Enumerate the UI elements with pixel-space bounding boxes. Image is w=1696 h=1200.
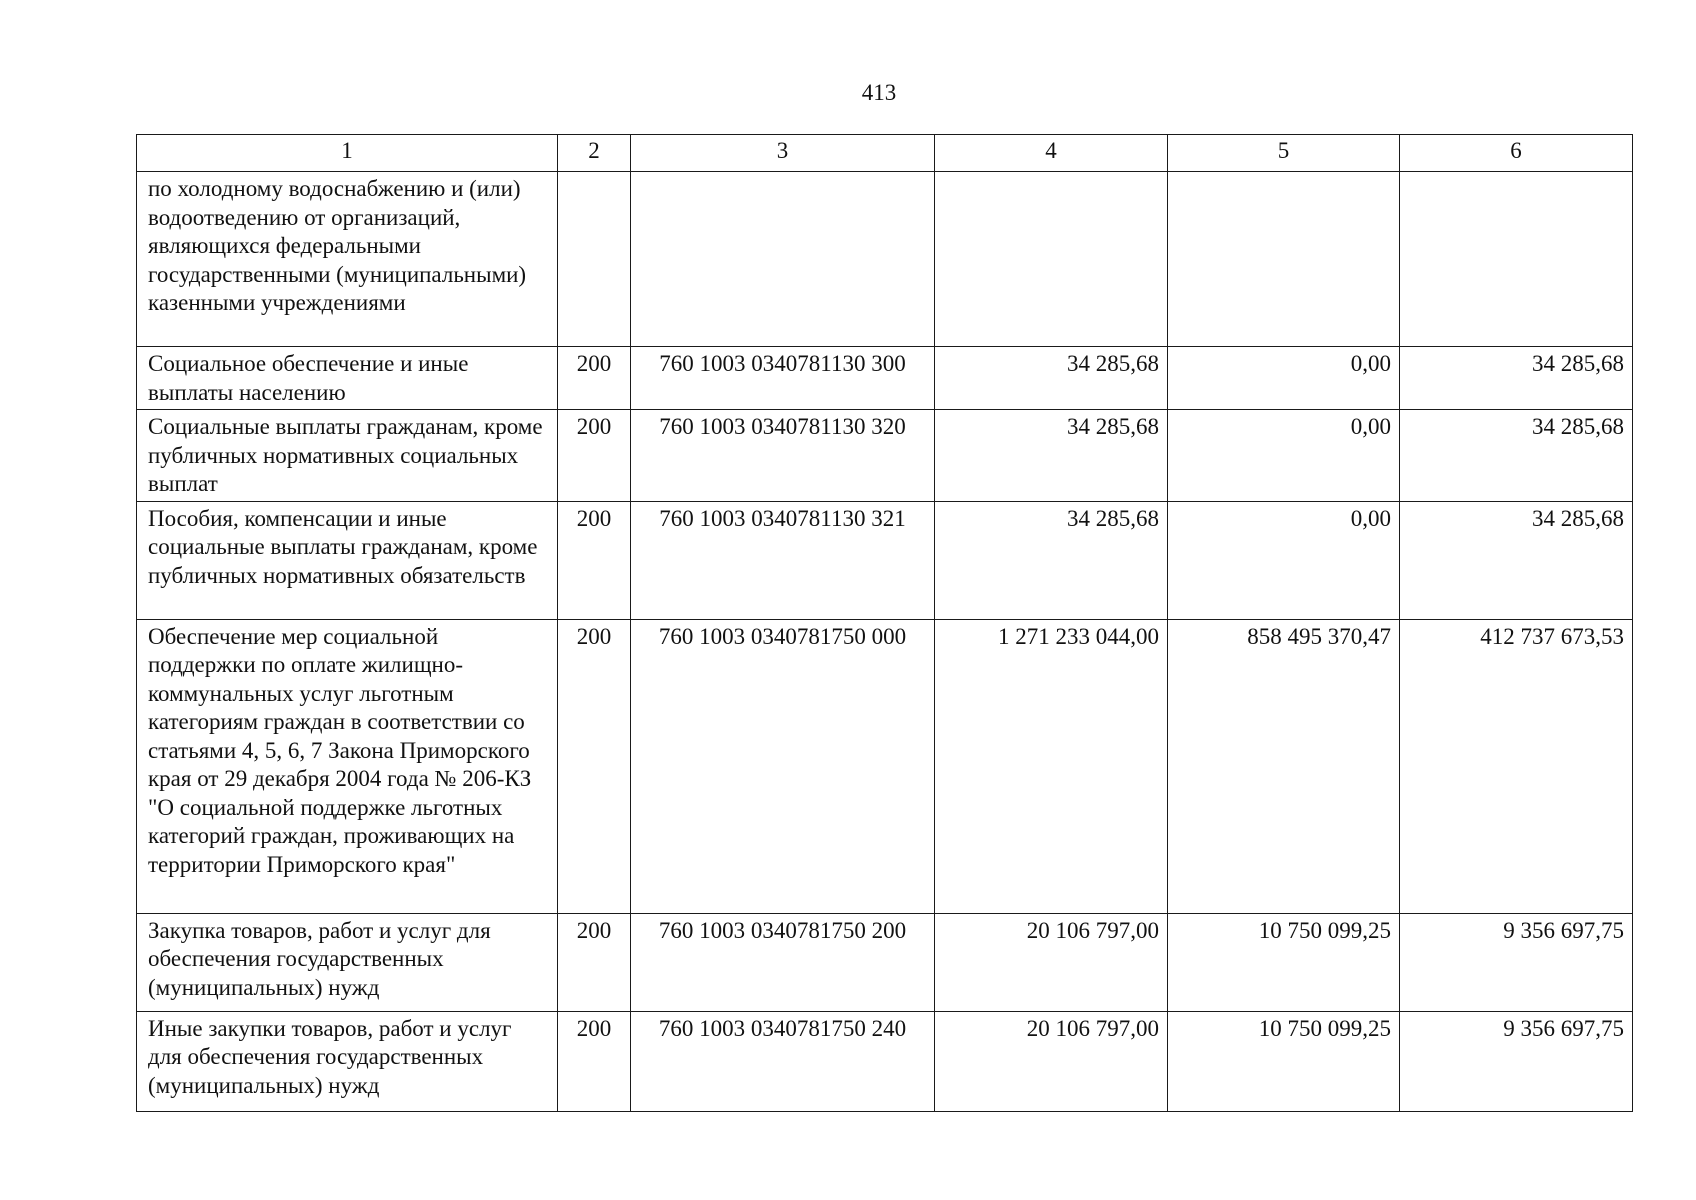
- row-name-cell: Закупка товаров, работ и услуг для обеспечения государственных (муниципальных) нужд: [137, 913, 558, 1011]
- table-row: [137, 1011, 1633, 1111]
- row-approved-cell: 34 285,68: [935, 410, 1168, 502]
- row-kbk-cell: 760 1003 0340781750 000: [631, 619, 935, 913]
- column-header-6: 6: [1400, 135, 1633, 172]
- row-name-cell: Социальные выплаты гражданам, кроме публичных нормативных социальных выплат: [137, 410, 558, 502]
- row-code-cell: [558, 172, 631, 347]
- row-kbk-cell: 760 1003 0340781750 200: [631, 913, 935, 1011]
- row-approved-cell: 20 106 797,00: [935, 913, 1168, 1011]
- table-row: [137, 501, 1633, 619]
- row-executed-cell: [1168, 172, 1400, 347]
- row-unexecuted-cell: 9 356 697,75: [1400, 1011, 1633, 1111]
- row-code-cell: 200: [558, 913, 631, 1011]
- column-number-row: [137, 135, 1633, 172]
- row-unexecuted-cell: 34 285,68: [1400, 501, 1633, 619]
- row-executed-cell: 0,00: [1168, 347, 1400, 410]
- row-name-cell: Социальное обеспечение и иные выплаты населению: [137, 347, 558, 410]
- row-kbk-cell: 760 1003 0340781130 300: [631, 347, 935, 410]
- row-approved-cell: 34 285,68: [935, 501, 1168, 619]
- row-unexecuted-cell: [1400, 172, 1633, 347]
- row-code-cell: 200: [558, 501, 631, 619]
- row-kbk-cell: 760 1003 0340781130 320: [631, 410, 935, 502]
- row-executed-cell: 858 495 370,47: [1168, 619, 1400, 913]
- row-executed-cell: 0,00: [1168, 410, 1400, 502]
- row-executed-cell: 0,00: [1168, 501, 1400, 619]
- column-header-4: 4: [935, 135, 1168, 172]
- page-number: 413: [861, 80, 897, 105]
- column-header-3: 3: [631, 135, 935, 172]
- row-kbk-cell: [631, 172, 935, 347]
- table-row: [137, 913, 1633, 1011]
- table-row: [137, 347, 1633, 410]
- column-header-2: 2: [558, 135, 631, 172]
- row-name-cell: Пособия, компенсации и иные социальные выплаты гражданам, кроме публичных нормативных обязательств: [137, 501, 558, 619]
- column-header-5: 5: [1168, 135, 1400, 172]
- row-approved-cell: 20 106 797,00: [935, 1011, 1168, 1111]
- row-code-cell: 200: [558, 1011, 631, 1111]
- row-kbk-cell: 760 1003 0340781750 240: [631, 1011, 935, 1111]
- row-code-cell: 200: [558, 619, 631, 913]
- table-row: [137, 172, 1633, 347]
- row-executed-cell: 10 750 099,25: [1168, 1011, 1400, 1111]
- row-name-cell: Иные закупки товаров, работ и услуг для обеспечения государственных (муниципальных) нужд: [137, 1011, 558, 1111]
- row-code-cell: 200: [558, 410, 631, 502]
- row-approved-cell: 34 285,68: [935, 347, 1168, 410]
- row-name-cell: Обеспечение мер социальной поддержки по оплате жилищно-коммунальных услуг льготным категориям граждан в соответствии со статьями 4, 5, 6, 7 Закона Приморского края от 29 декабря 2004 года № 206-КЗ "О социальной поддержке льготных категорий граждан, проживающих на территории Приморского края": [137, 619, 558, 913]
- row-unexecuted-cell: 34 285,68: [1400, 347, 1633, 410]
- row-unexecuted-cell: 412 737 673,53: [1400, 619, 1633, 913]
- row-executed-cell: 10 750 099,25: [1168, 913, 1400, 1011]
- row-approved-cell: 1 271 233 044,00: [935, 619, 1168, 913]
- row-kbk-cell: 760 1003 0340781130 321: [631, 501, 935, 619]
- budget-execution-table: [136, 134, 1633, 1112]
- table-row: [137, 410, 1633, 502]
- row-approved-cell: [935, 172, 1168, 347]
- row-unexecuted-cell: 9 356 697,75: [1400, 913, 1633, 1011]
- table-row: [137, 619, 1633, 913]
- row-code-cell: 200: [558, 347, 631, 410]
- column-header-1: 1: [137, 135, 558, 172]
- row-unexecuted-cell: 34 285,68: [1400, 410, 1633, 502]
- row-name-cell: по холодному водоснабжению и (или) водоотведению от организаций, являющихся федеральными государственными (муниципальными) казенными учреждениями: [137, 172, 558, 347]
